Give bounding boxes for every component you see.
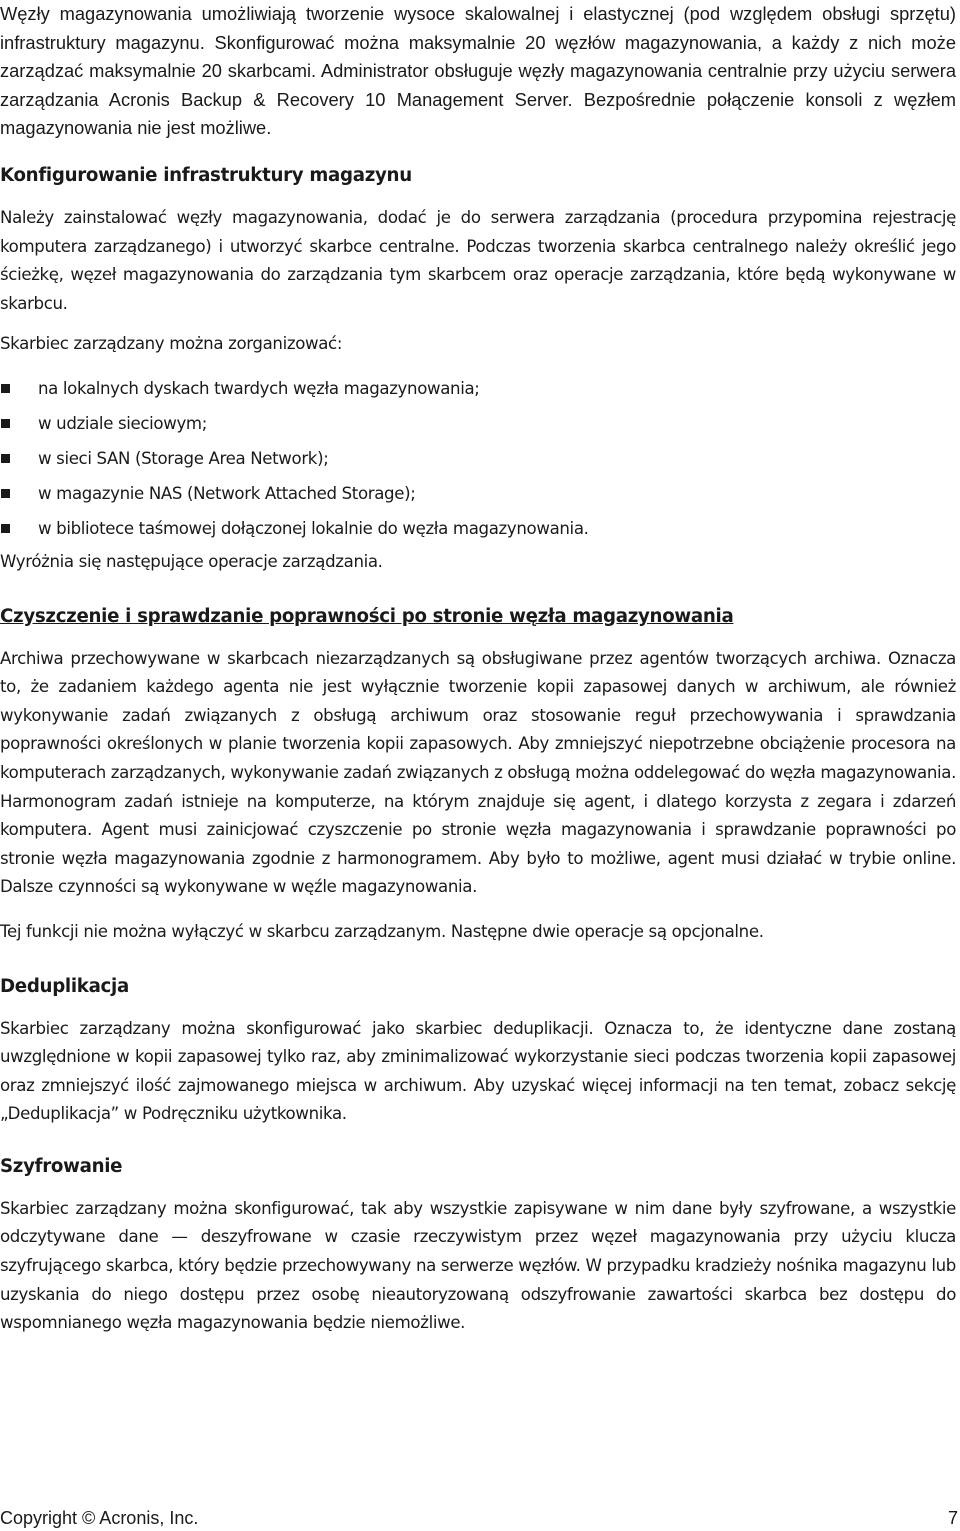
heading-encryption: Szyfrowanie — [0, 1155, 123, 1177]
list-item — [0, 476, 956, 511]
main-content — [0, 162, 956, 1338]
encryption-paragraph: Skarbiec zarządzany można skonfigurować, tak aby wszystkie zapisywane w nim dane były szyfrowane, a wszystkie odczytywane dane — deszyfrowane w czasie rzeczywistym przez węzeł magazynowania przy użyciu klucza szyfrującego skarbca, który będzie przechowywany na serwerze węzłów. W przypadku kradzieży nośnika magazynu lub uzyskania do niego dostępu przez osobę nieautoryzowaną odszyfrowanie zawartości skarbca bez dostępu do wspomnianego węzła magazynowania będzie niemożliwe. — [0, 1198, 956, 1333]
square-bullet-icon — [1, 384, 10, 393]
list-item-text: w sieci SAN (Storage Area Network); — [38, 448, 329, 468]
heading-configuring-storage: Konfigurowanie infrastruktury magazynu — [0, 165, 412, 186]
operations-intro: Wyróżnia się następujące operacje zarządzania. — [0, 551, 383, 571]
square-bullet-icon — [1, 454, 10, 463]
list-item-text: w magazynie NAS (Network Attached Storage); — [38, 483, 416, 503]
cleanup-note: Tej funkcji nie można wyłączyć w skarbcu zarządzanym. Następne dwie operacje są opcjonalne. — [0, 921, 764, 941]
list-item-text: w bibliotece taśmowej dołączonej lokalnie do węzła magazynowania. — [38, 518, 589, 538]
list-item-text: w udziale sieciowym; — [38, 413, 207, 433]
list-item — [0, 406, 956, 441]
deduplication-paragraph: Skarbiec zarządzany można skonfigurować jako skarbiec deduplikacji. Oznacza to, że identyczne dane zostaną uwzględnione w kopii zapasowej tylko raz, aby zminimalizować wykorzystanie sieci podczas tworzenia kopii zapasowej oraz zmniejszyć ilość zajmowanego miejsca w archiwum. Aby uzyskać więcej informacji na ten temat, zobacz sekcję „Deduplikacja” w Podręczniku użytkownika. — [0, 1018, 956, 1124]
square-bullet-icon — [1, 489, 10, 498]
vault-organization-intro: Skarbiec zarządzany można zorganizować: — [0, 334, 343, 354]
cleanup-paragraph: Archiwa przechowywane w skarbcach niezarządzanych są obsługiwane przez agentów tworzących archiwa. Oznacza to, że zadaniem każdego agenta nie jest wyłącznie tworzenie kopii zapasowej danych w archiwum, ale również wykonywanie zadań związanych z obsługą archiwum oraz stosowanie reguł przechowywania i sprawdzania poprawności określonych w planie tworzenia kopii zapasowych. Aby zmniejszyć niepotrzebne obciążenie procesora na komputerach zarządzanych, wykonywanie zadań związanych z obsługą można oddelegować do węzła magazynowania. Harmonogram zadań istnieje na komputerze, na którym znajduje się agent, i dlatego korzysta z zegara i zdarzeń komputera. Agent musi zainicjować czyszczenie po stronie węzła magazynowania i sprawdzanie poprawności po stronie węzła magazynowania zgodnie z harmonogramem. Aby było to możliwe, agent musi działać w trybie online. Dalsze czynności są wykonywane w węźle magazynowania. — [0, 648, 956, 897]
list-item — [0, 441, 956, 476]
list-item-text: na lokalnych dyskach twardych węzła magazynowania; — [38, 378, 480, 398]
copyright-notice: Copyright © Acronis, Inc. — [0, 1508, 199, 1528]
configuring-paragraph: Należy zainstalować węzły magazynowania, dodać je do serwera zarządzania (procedura przypomina rejestrację komputera zarządzanego) i utworzyć skarbce centralne. Podczas tworzenia skarbca centralnego należy określić jego ścieżkę, węzeł magazynowania do zarządzania tym skarbcem oraz operacje zarządzania, które będą wykonywane w skarbcu. — [0, 208, 956, 313]
page-footer — [0, 1505, 958, 1531]
page-number: 7 — [947, 1508, 958, 1528]
vault-locations-list — [0, 371, 956, 546]
square-bullet-icon — [1, 524, 10, 533]
square-bullet-icon — [1, 419, 10, 428]
list-item — [0, 511, 956, 546]
list-item — [0, 371, 956, 406]
heading-deduplication: Deduplikacja — [0, 975, 129, 997]
intro-paragraph: Węzły magazynowania umożliwiają tworzenie wysoce skalowalnej i elastycznej (pod względem obsługi sprzętu) infrastruktury magazynu. Skonfigurować można maksymalnie 20 węzłów magazynowania, a każdy z nich może zarządzać maksymalnie 20 skarbcami. Administrator obsługuje węzły magazynowania centralnie przy użyciu serwera zarządzania Acronis Backup & Recovery 10 Management Server. Bezpośrednie połączenie konsoli z węzłem magazynowania nie jest możliwe. — [0, 3, 956, 139]
heading-cleanup-validation: Czyszczenie i sprawdzanie poprawności po stronie węzła magazynowania — [0, 605, 734, 627]
